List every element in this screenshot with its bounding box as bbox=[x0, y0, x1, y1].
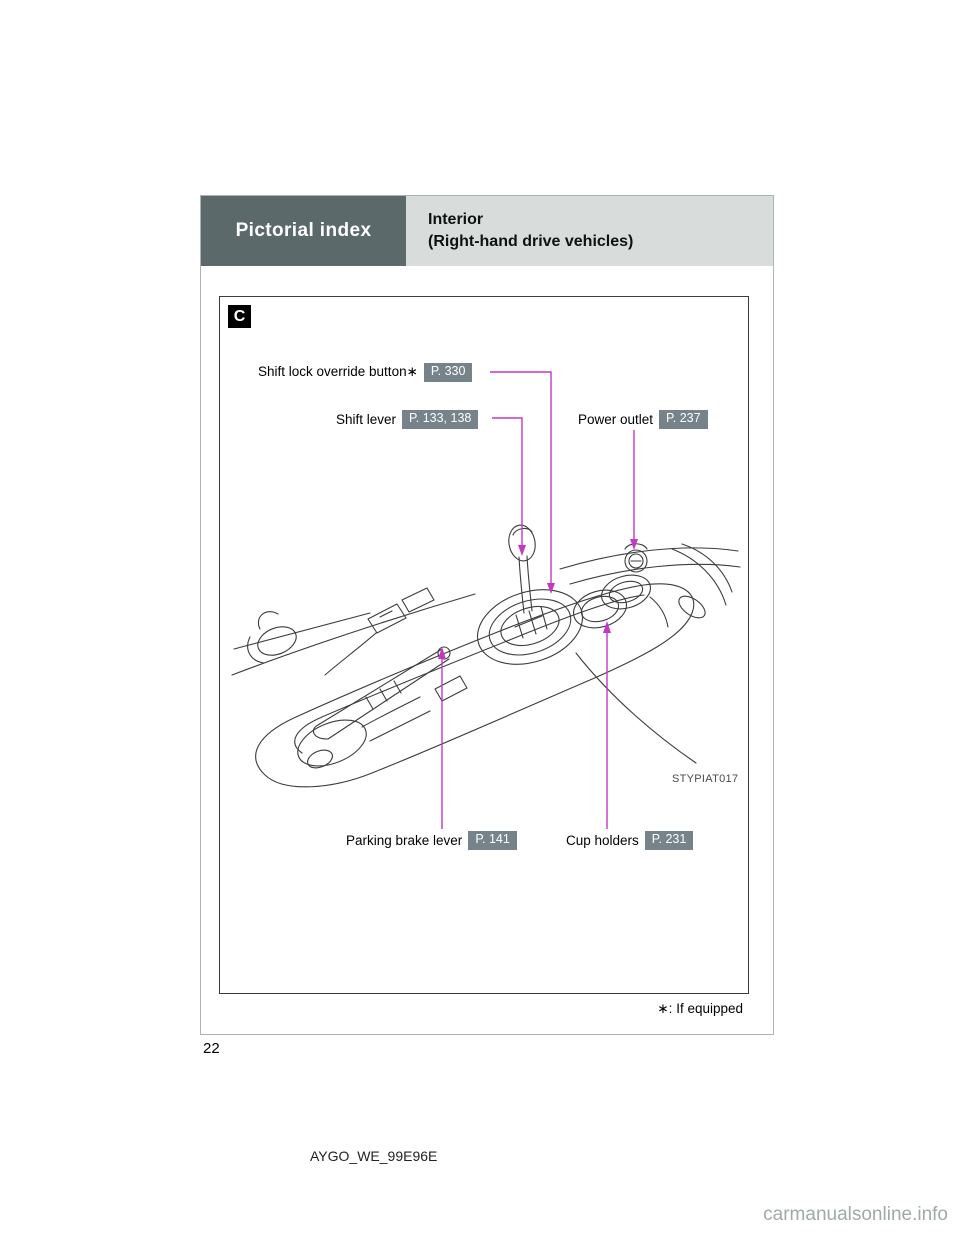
page-ref-badge: P. 231 bbox=[645, 831, 694, 850]
page-header bbox=[201, 196, 773, 266]
if-equipped-footnote: ∗: If equipped bbox=[657, 1001, 743, 1016]
page-title bbox=[406, 196, 773, 266]
page-number: 22 bbox=[203, 1040, 220, 1057]
leader-line-shift-lever bbox=[492, 418, 522, 547]
label-cup-holders bbox=[566, 831, 693, 850]
page-title-line2: (Right-hand drive vehicles) bbox=[428, 233, 634, 250]
figure-image-code: STYPIAT017 bbox=[672, 773, 739, 785]
content-frame bbox=[200, 195, 774, 1035]
page-ref-badge: P. 141 bbox=[468, 831, 517, 850]
document-code: AYGO_WE_99E96E bbox=[310, 1148, 438, 1164]
arrowhead-shift-lock bbox=[547, 583, 555, 594]
page-title-line1: Interior bbox=[428, 211, 484, 229]
label-text: Parking brake lever bbox=[346, 832, 463, 848]
page-ref-badge: P. 133, 138 bbox=[402, 410, 478, 429]
console-illustration bbox=[220, 297, 750, 995]
label-text: Power outlet bbox=[578, 411, 654, 427]
site-watermark: carmanualsonline.info bbox=[763, 1204, 948, 1225]
label-text: Shift lock override button∗ bbox=[258, 364, 418, 380]
label-shift-lever bbox=[336, 410, 478, 429]
page-ref-badge: P. 237 bbox=[659, 410, 708, 429]
console-drawing bbox=[232, 523, 740, 787]
label-shift-lock-override-button bbox=[258, 363, 472, 382]
label-power-outlet bbox=[578, 410, 708, 429]
page-ref-badge: P. 330 bbox=[424, 363, 473, 382]
section-title: Pictorial index bbox=[201, 196, 406, 266]
label-text: Shift lever bbox=[336, 411, 397, 427]
figure-box bbox=[219, 296, 749, 994]
section-letter-badge: C bbox=[228, 305, 251, 328]
leader-lines bbox=[438, 372, 638, 829]
arrowhead-shift-lever bbox=[518, 545, 526, 556]
leader-line-shift-lock bbox=[490, 372, 551, 585]
label-parking-brake-lever bbox=[346, 831, 517, 850]
label-text: Cup holders bbox=[566, 832, 639, 848]
